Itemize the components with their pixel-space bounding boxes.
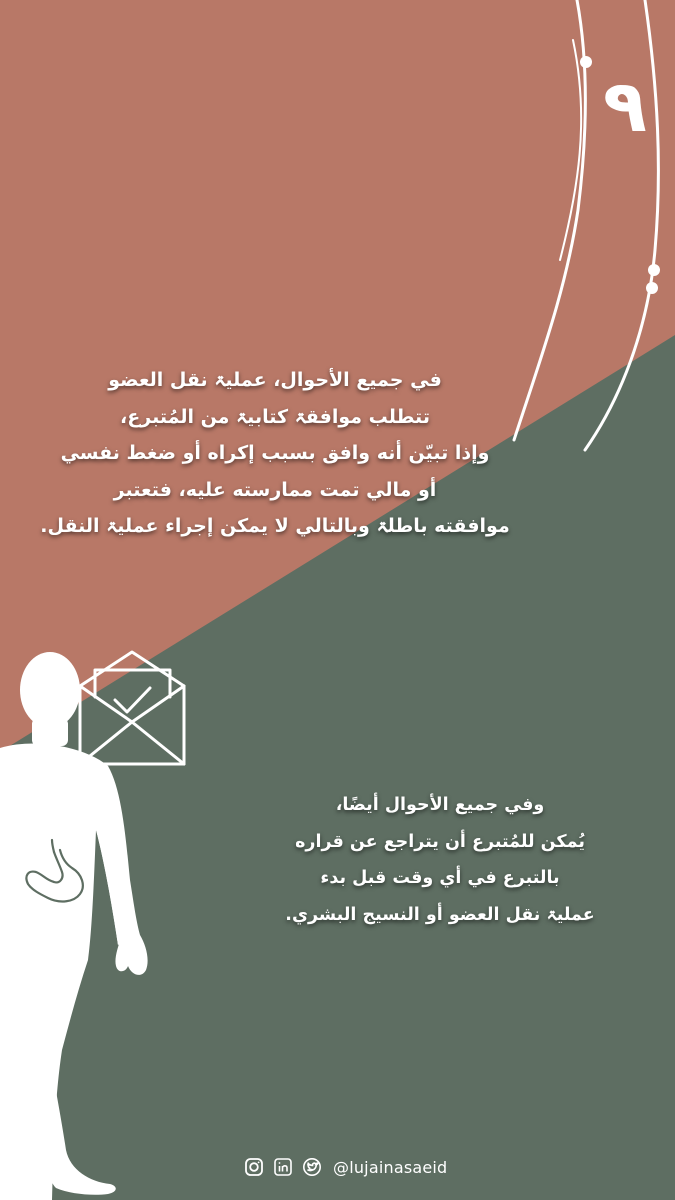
linkedin-icon[interactable]: [273, 1157, 293, 1177]
paragraph-line: موافقته باطلۃ وبالتالي لا يمكن إجراء عمليۃ النقل.: [40, 515, 510, 537]
social-handle[interactable]: @lujainasaeid: [333, 1157, 448, 1177]
paragraph-line: بالتبرع في أي وقت قبل بدء: [320, 868, 560, 888]
instagram-icon[interactable]: [244, 1157, 264, 1177]
twitter-icon[interactable]: [302, 1157, 322, 1177]
page-number: ٩: [603, 64, 647, 148]
paragraph-line: يُمكن للمُتبرع أن يتراجع عن قراره: [295, 831, 585, 852]
social-footer: [244, 1154, 447, 1180]
paragraph-withdrawal-right: [270, 787, 610, 933]
paragraph-line: وفي جميع الأحوال أيضًا،: [335, 795, 545, 815]
paragraph-line: أو مالي تمت ممارسته عليه، فتعتبر: [113, 478, 437, 501]
paragraph-line: تتطلب موافقۃ كتابيۃ من المُتبرع،: [120, 405, 430, 428]
paragraph-line: عمليۃ نقل العضو أو النسيج البشري.: [285, 904, 595, 925]
paragraph-consent-requirement: [40, 362, 510, 545]
paragraph-line: في جميع الأحوال، عمليۃ نقل العضو: [108, 369, 442, 391]
paragraph-line: وإذا تبيّن أنه وافق بسبب إكراه أو ضغط نفسي: [60, 442, 490, 464]
